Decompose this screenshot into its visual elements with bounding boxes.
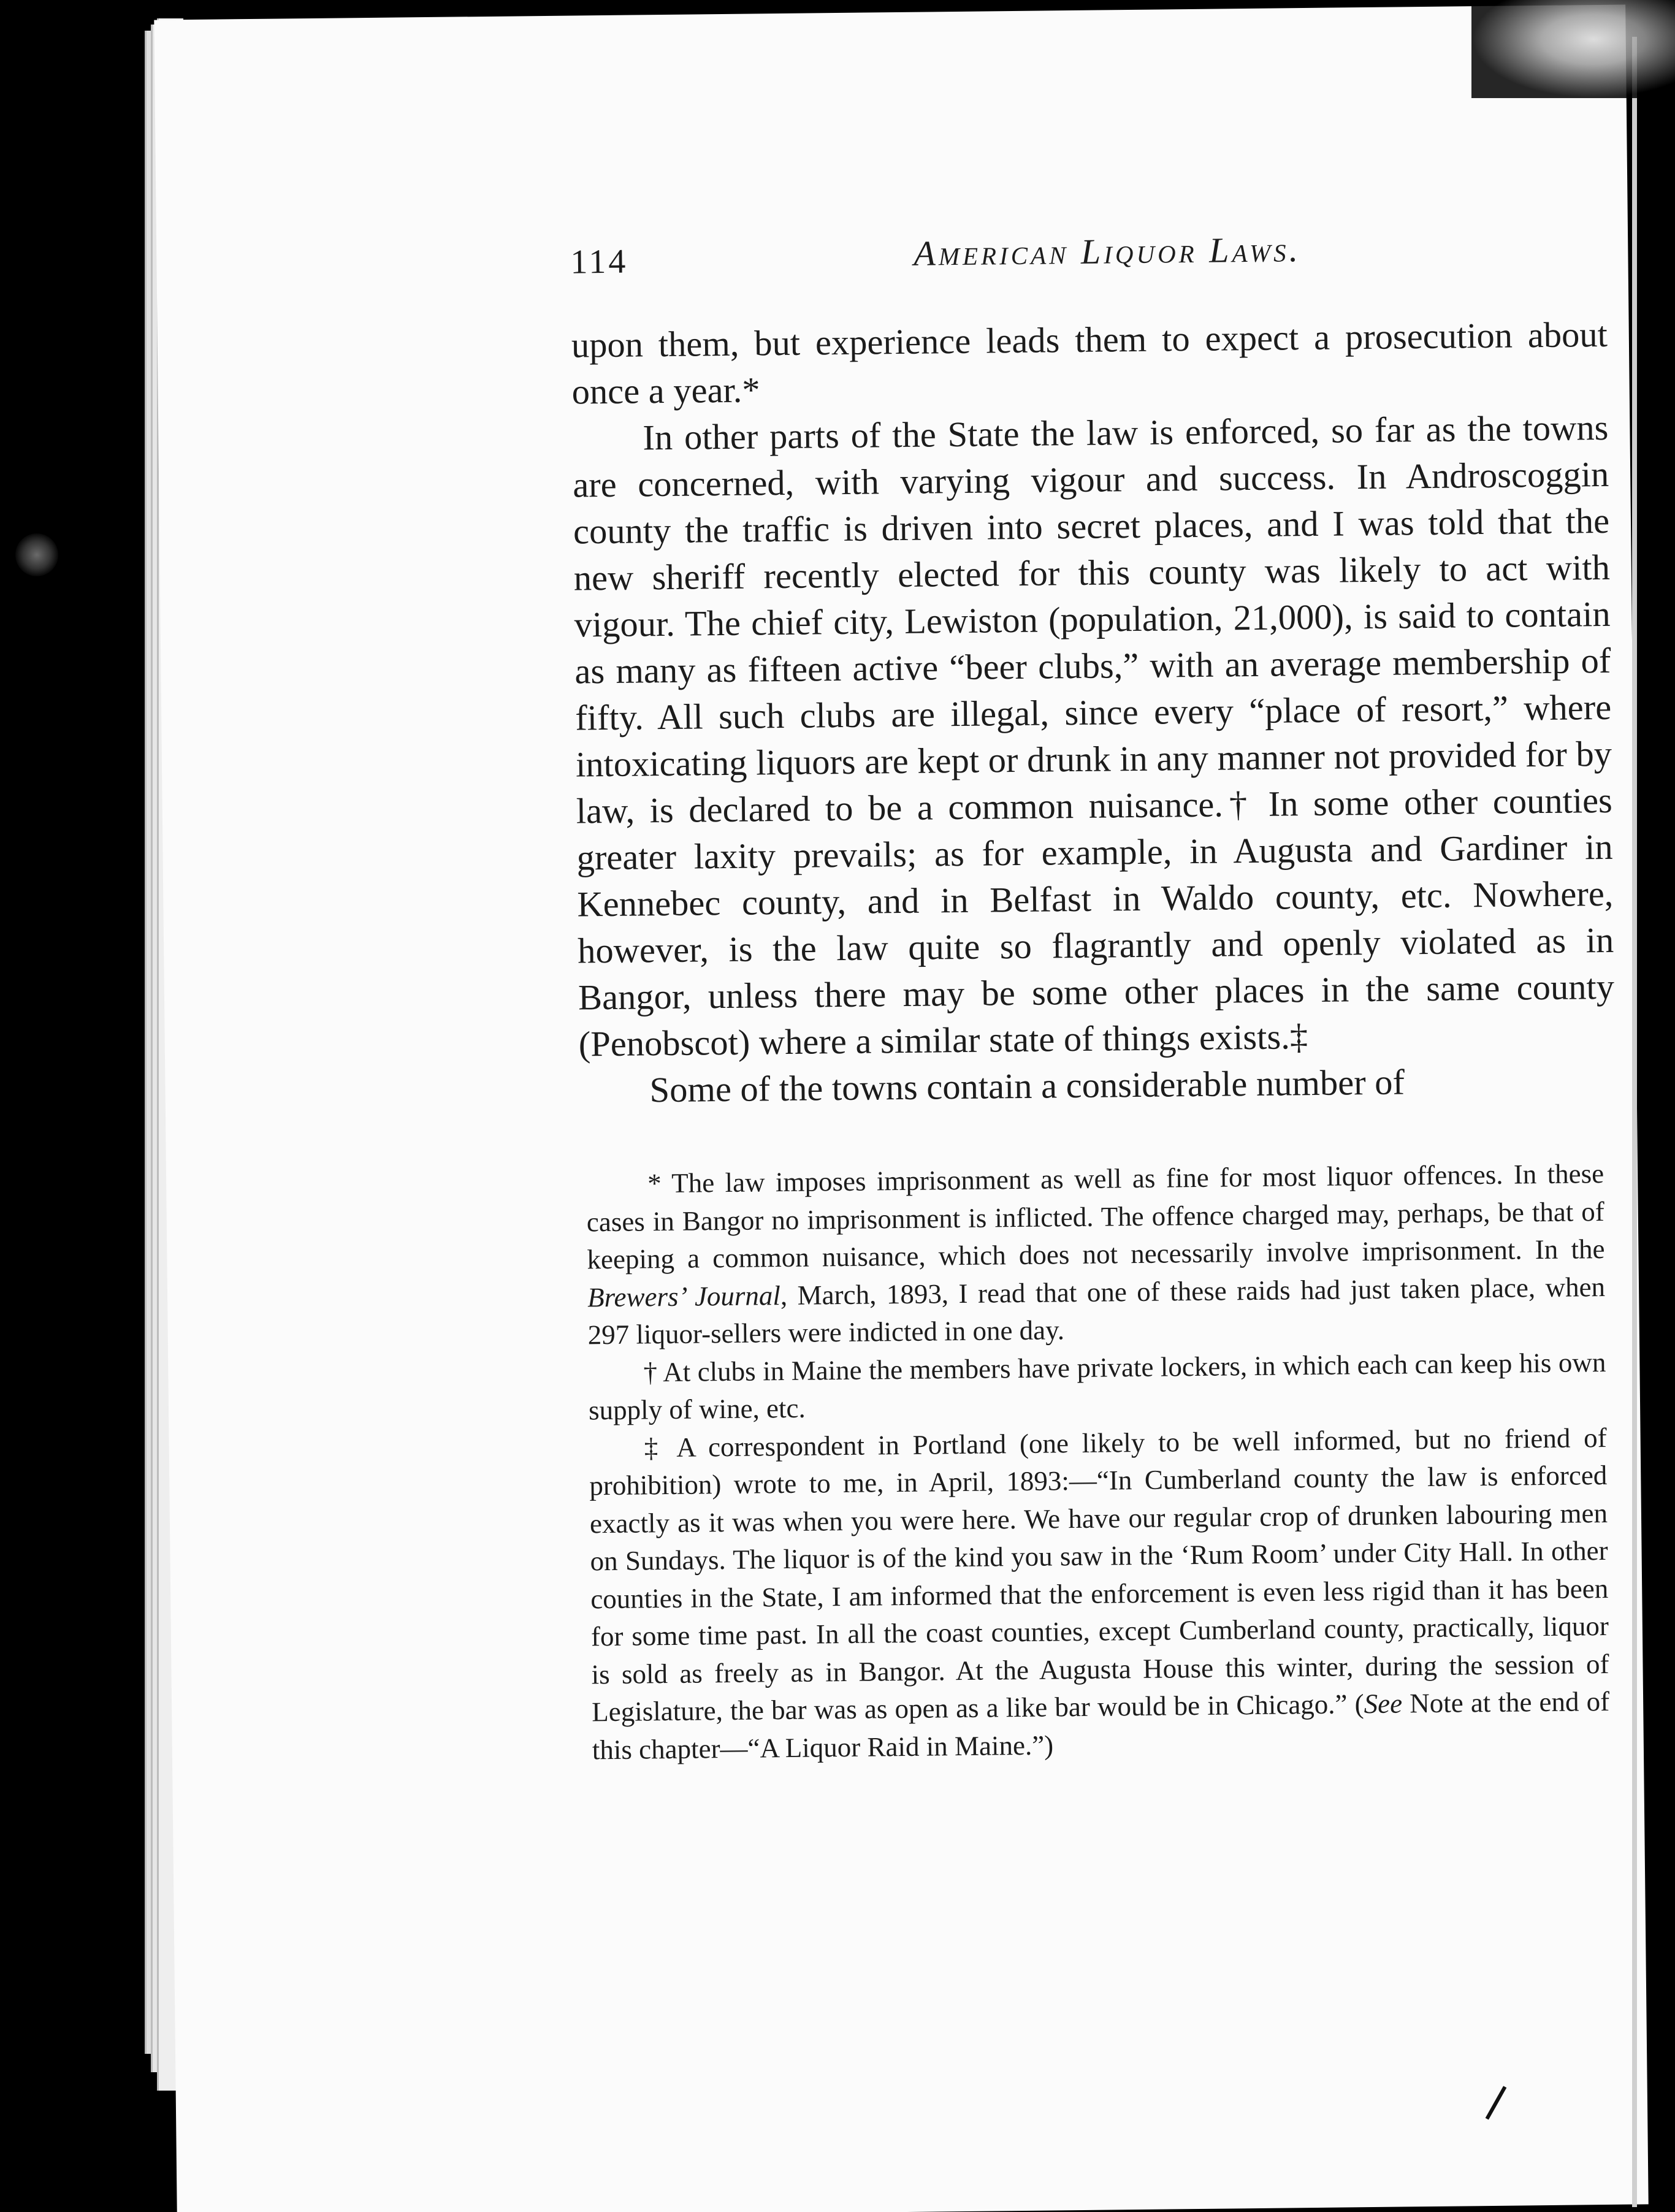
page-edge-right	[1632, 37, 1637, 2207]
footnote-italic-title: Brewers’ Journal	[587, 1280, 781, 1313]
footnote-text: * The law imposes imprisonment as well as fine for most liquor offences. In these cases in Bangor no imprisonment is inflicted. The offence charged may, perhaps, be that of keeping a common nuisance, which does not necessarily involve imprisonment. In the	[586, 1158, 1605, 1275]
footnote-double-dagger	[589, 1419, 1610, 1769]
footnote-dagger: † At clubs in Maine the members have private lockers, in which each can keep his own supply of wine, etc.	[588, 1346, 1606, 1426]
ink-mark	[1486, 2086, 1507, 2119]
scan-speck	[15, 533, 58, 576]
footnote-text: , March, 1893, I read that one of these raids had just taken place, when 297 liquor-sellers were indicted in one day.	[587, 1271, 1606, 1351]
footnote-text: Note at the end of this chapter—“A Liquor Raid in Maine.”)	[592, 1685, 1610, 1765]
page-number: 114	[570, 242, 628, 281]
paragraph: Some of the towns contain a considerable number of	[649, 1062, 1405, 1110]
paragraph: upon them, but experience leads them to expect a prosecution about once a year.*	[571, 314, 1608, 412]
page-header	[405, 213, 1607, 300]
running-title: American Liquor Laws.	[913, 229, 1302, 273]
paragraph: In other parts of the State the law is enforced, so far as the towns are concerned, with varying vigour and success. In Androscoggin county the traffic is driven into secret places, and I was told that the new sheriff recently elected for this county was likely to act with vigour. The chief city, Lewiston (population, 21,000), is said to contain as many as fifteen active “beer clubs,” with an average membership of fifty. All such clubs are illegal, since every “place of resort,” where intoxicating liquors are kept or drunk in any manner not provided for by law, is declared to be a common nuisance.† In some other counties greater laxity prevails; as for example, in Augusta and Gardiner in Kennebec county, and in Belfast in Waldo county, etc. Nowhere, however, is the law quite so flagrantly and openly violated as in Bangor, unless there may be some other places in the same county (Penobscot) where a similar state of things exists.‡	[572, 407, 1615, 1064]
torn-corner	[1471, 0, 1675, 98]
footnote-italic-see: See	[1364, 1688, 1403, 1720]
footnote-text: ‡ A correspondent in Portland (one likely to be well informed, but no friend of prohibition) wrote to me, in April, 1893:—“In Cumberland county the law is enforced exactly as it was when you were here. We have our regular crop of drunken labouring men on Sundays. The liquor is of the kind you saw in the ‘Rum Room’ under City Hall. In other counties in the State, I am informed that the enforcement is even less rigid than it has been for some time past. In all the coast counties, except Cumberland county, practically, liquor is sold as freely as in Bangor. At the Augusta House this winter, during the session of Legislature, the bar was as open as a like bar would be in Chicago.” (	[589, 1422, 1609, 1728]
footnotes	[586, 1155, 1610, 1769]
footnote-asterisk	[586, 1155, 1606, 1354]
body-text	[571, 311, 1615, 1115]
text-column	[405, 213, 1622, 1771]
book-page	[154, 5, 1648, 2212]
